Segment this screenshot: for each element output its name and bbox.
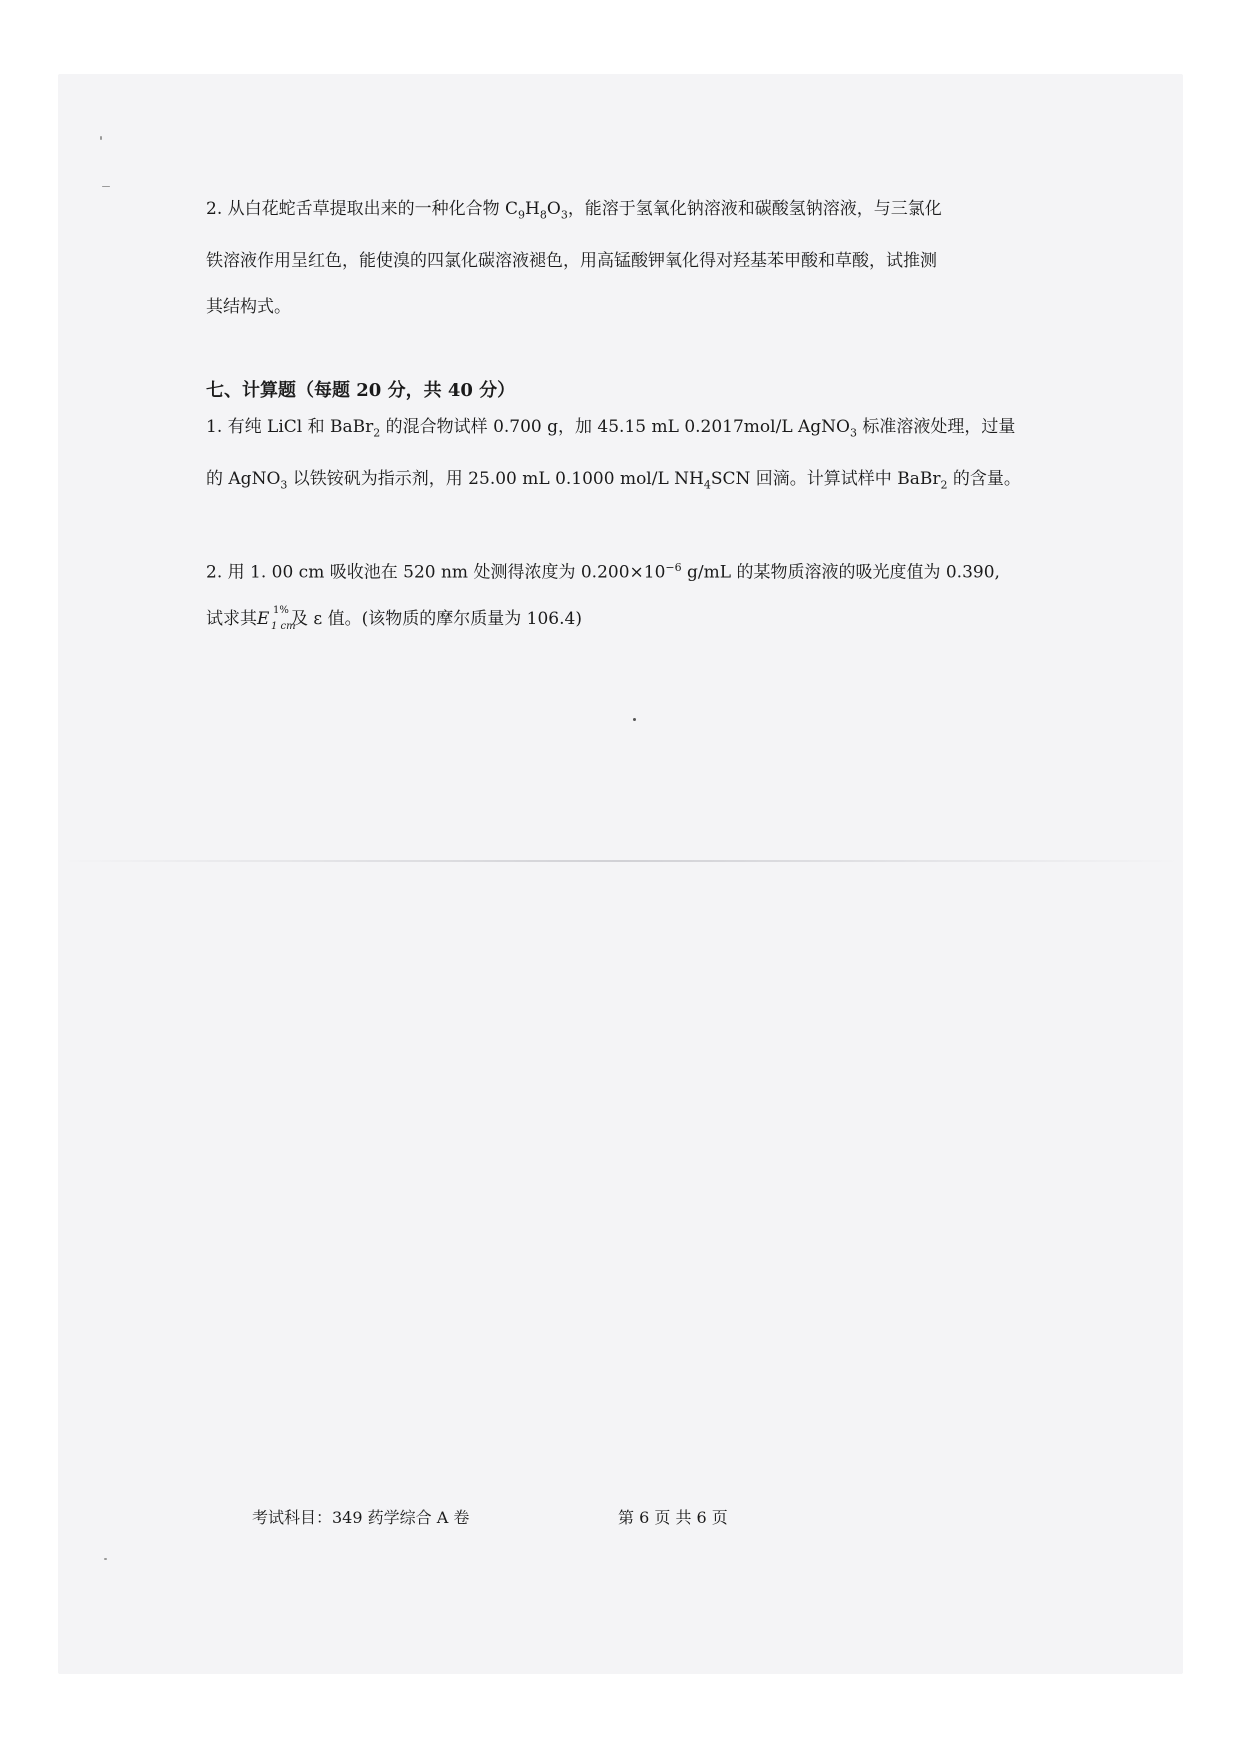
q6-2-line-3: 其结构式。 bbox=[206, 297, 291, 318]
subscript: 2 bbox=[373, 426, 381, 440]
subscript: 4 bbox=[703, 478, 711, 492]
text: O bbox=[546, 199, 561, 219]
question-6-2 bbox=[206, 186, 1056, 330]
footer-subject: 考试科目：349 药学综合 A 卷 bbox=[252, 1508, 470, 1527]
e-superscript: 1% bbox=[273, 604, 289, 616]
text: 以铁铵矾为指示剂，用 25.00 mL 0.1000 mol/L NH bbox=[287, 469, 704, 490]
subscript: 2 bbox=[940, 478, 948, 492]
text: 的混合物试样 0.700 g，加 45.15 mL 0.2017mol/L AgNO bbox=[380, 417, 850, 437]
subscript: 3 bbox=[849, 426, 857, 440]
q7-2-line-1 bbox=[206, 545, 1056, 596]
subscript: 9 bbox=[518, 208, 526, 222]
footer-page-number: 第 6 页 共 6 页 bbox=[618, 1508, 728, 1527]
scan-dot bbox=[633, 718, 636, 721]
e-symbol: E bbox=[257, 608, 270, 629]
section-7-heading: 七、计算题（每题 20 分，共 40 分） bbox=[206, 380, 516, 401]
q7-2-line-2 bbox=[206, 596, 1056, 642]
superscript: −6 bbox=[665, 561, 682, 574]
text: 1. 有纯 LiCl 和 BaBr bbox=[206, 417, 374, 437]
q6-2-line-2: 铁溶液作用呈红色，能使溴的四氯化碳溶液褪色，用高锰酸钾氧化得对羟基苯甲酸和草酸，试推测 bbox=[206, 251, 937, 272]
text: 2. 从白花蛇舌草提取出来的一种化合物 C bbox=[206, 199, 519, 219]
q6-2-line-1 bbox=[206, 186, 1056, 238]
question-7-2 bbox=[206, 545, 1056, 642]
scan-speck bbox=[100, 136, 102, 140]
text: 及 ε 值。(该物质的摩尔质量为 106.4) bbox=[291, 608, 582, 629]
text: 2. 用 1. 00 cm 吸收池在 520 nm 处测得浓度为 0.200×10 bbox=[206, 562, 666, 583]
text: ，能溶于氢氧化钠溶液和碳酸氢钠溶液，与三氯化 bbox=[567, 199, 942, 219]
text: 的 AgNO bbox=[206, 469, 281, 490]
text: SCN 回滴。计算试样中 BaBr bbox=[710, 469, 941, 490]
scan-speck bbox=[102, 186, 110, 187]
text: 试求其 bbox=[206, 608, 257, 629]
subscript: 3 bbox=[560, 208, 568, 222]
paper-fold-line bbox=[58, 860, 1183, 862]
text: g/mL 的某物质溶液的吸光度值为 0.390, bbox=[681, 562, 1000, 583]
scan-speck bbox=[104, 1558, 107, 1560]
text: 的含量。 bbox=[947, 469, 1021, 490]
subscript: 3 bbox=[280, 478, 288, 492]
question-7-1 bbox=[206, 404, 1056, 509]
text: 标准溶液处理，过量 bbox=[856, 417, 1016, 437]
q7-1-line-1 bbox=[206, 404, 1056, 456]
e-subscript: 1 cm bbox=[271, 620, 296, 632]
subscript: 8 bbox=[539, 208, 547, 222]
q7-1-line-2 bbox=[206, 456, 1056, 508]
text: H bbox=[525, 199, 540, 219]
absorptivity-symbol bbox=[257, 596, 296, 632]
